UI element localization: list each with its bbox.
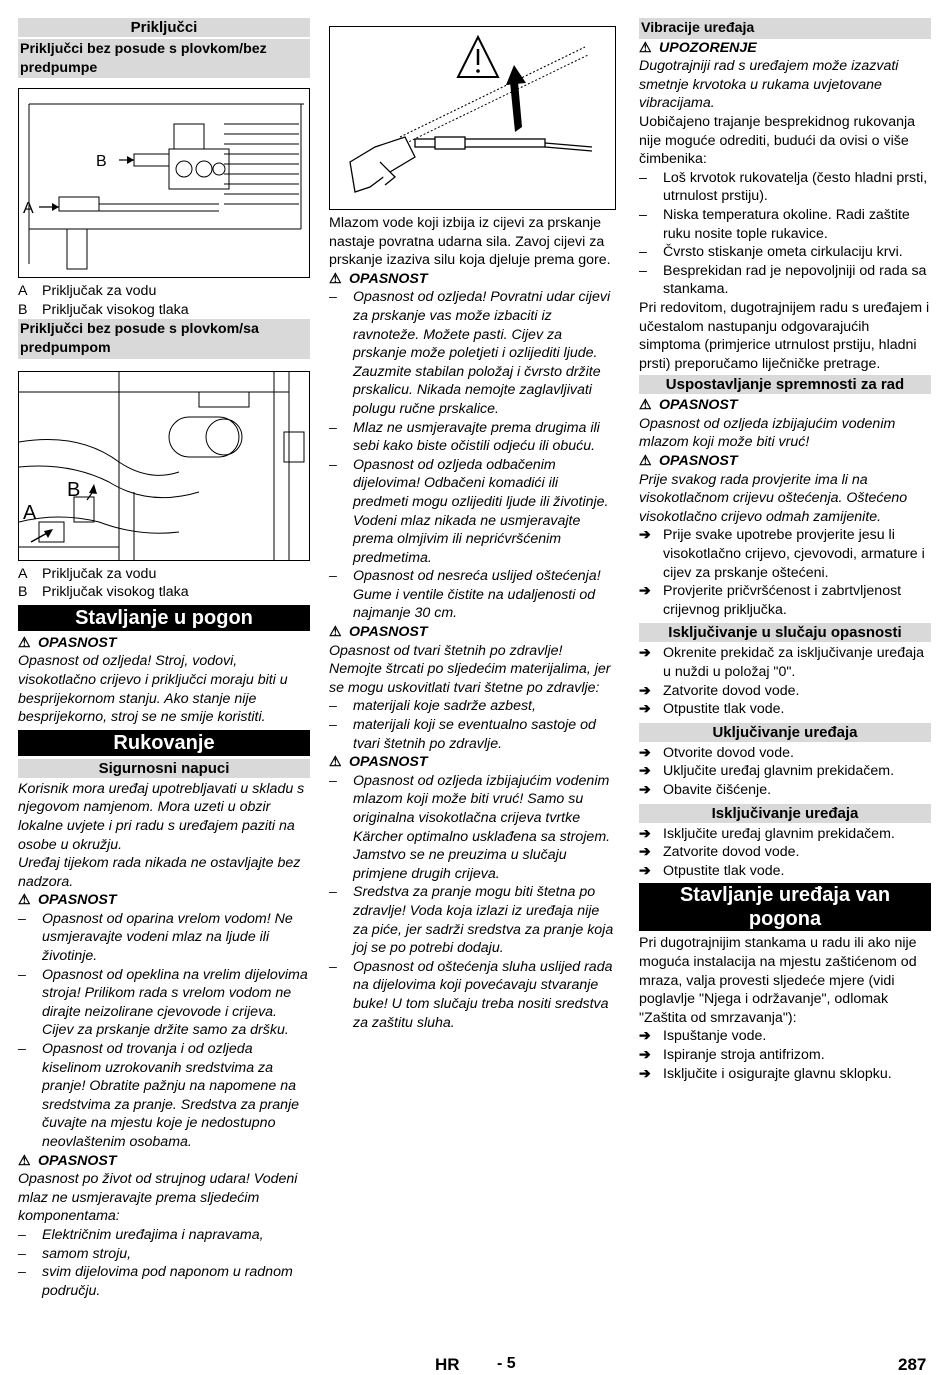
list-item: – samom stroju,	[18, 1245, 310, 1264]
list-item: ➔ Otvorite dovod vode.	[639, 744, 931, 763]
list-item: – Mlaz ne usmjeravajte prema drugima ili sebi kako biste očistili odjeću ili obuću.	[329, 419, 616, 456]
fig1-label-b: B	[96, 153, 107, 171]
list-iskljucivanje-opasnost	[639, 644, 931, 718]
list-item: ➔ Uključite uređaj glavnim prekidačem.	[639, 762, 931, 781]
warning-label: ⚠ OPASNOST	[18, 1152, 117, 1169]
legend-item: A Priključak za vodu	[18, 565, 157, 582]
list-item: – materijali koje sadrže azbest,	[329, 697, 616, 716]
list-item: – Opasnost od ozljeda odbačenim dijelovima! Odbačeni komadići ili predmeti mogu ozlijediti ljude ili životinje. Vodeni mlaz nikada ne usmjeravajte prema olmjivim ili neprićvršćenim predmetima.	[329, 456, 616, 568]
list-item: ➔ Zatvorite dovod vode.	[639, 682, 931, 701]
list-item: – Opasnost od oparina vrelom vodom! Ne usmjeravajte vodeni mlaz na ljude ili životinje.	[18, 910, 310, 966]
list-item: ➔ Isključite i osigurajte glavnu sklopku.	[639, 1065, 931, 1084]
warning-triangle-icon: ⚠	[329, 270, 342, 287]
list-item: – Opasnost od opeklina na vrelim dijelovima stroja! Prilikom rada s vrelom vodom ne dirajte neizolirane cjevovode i crijeva. Cijev za prskanje držite samo za dršku.	[18, 966, 310, 1040]
column-right	[639, 18, 931, 1083]
warning-label: ⚠ OPASNOST	[329, 624, 428, 641]
heading-iskljucivanje: Isključivanje uređaja	[639, 804, 931, 823]
paragraph-strujni: Opasnost po život od strujnog udara! Vodeni mlaz ne usmjeravajte prema sljedećim komponentama:	[18, 1171, 298, 1225]
list-strujni	[18, 1226, 310, 1300]
footer-page-number: 287	[898, 1355, 927, 1374]
warning-label: ⚠ OPASNOST	[329, 270, 428, 287]
warning-triangle-icon: ⚠	[18, 634, 31, 651]
heading-van-pogona: Stavljanje uređaja van pogona	[639, 883, 931, 931]
list-opasnost-1	[18, 910, 310, 1152]
paragraph-vib3: Pri redovitom, dugotrajnijem radu s uređajem i učestalom nastupanju odgovarajućih simptoma (primjerice utrnulost prstiju, hladni prsti) preporučamo liječničke pretrage.	[639, 299, 930, 372]
list-tvari	[329, 697, 616, 753]
list-item: ➔ Okrenite prekidač za isključivanje uređaja u nuždi u položaj "0".	[639, 644, 931, 681]
paragraph-vib1: Dugotrajniji rad s uređajem može izazvati smetnje krvotoka u rukama uvjetovane vibracijama.	[639, 58, 899, 112]
spray-gun-drawing	[330, 27, 615, 209]
warning-triangle-icon: ⚠	[639, 453, 652, 470]
paragraph-tvari: Opasnost od tvari štetnih po zdravlje! Nemojte štrcati po sljedećim materijalima, jer se mogu uskovitlati tvari štetne po zdravlje:	[329, 642, 611, 696]
fig1-label-a: A	[23, 200, 34, 218]
list-ukljucivanje	[639, 744, 931, 800]
list-item: ➔ Obavite čišćenje.	[639, 781, 931, 800]
column-left	[18, 18, 310, 1300]
heading-iskljucivanje-opasnost: Isključivanje u slučaju opasnosti	[639, 623, 931, 642]
figure-spray-gun	[329, 26, 616, 210]
warning-label: ⚠ OPASNOST	[18, 634, 117, 651]
warning-triangle-icon: ⚠	[329, 624, 342, 641]
list-vibracije	[639, 169, 931, 299]
column-middle	[329, 26, 616, 1032]
list-item: – svim dijelovima pod naponom u radnom području.	[18, 1263, 310, 1300]
warning-label: ⚠ OPASNOST	[639, 397, 738, 414]
paragraph-van-pogona: Pri dugotrajnijim stankama u radu ili ako nije moguća instalacija na mjestu zaštićenom od mraza, valja provesti sljedeće mjere (vidi poglavlje "Njega i održavanje", odlomak "Zaštita od smrzavanja"):	[639, 935, 917, 1026]
list-item: ➔ Provjerite pričvršćenost i zabrtvljenost crijevnog priključka.	[639, 582, 931, 619]
list-item: – Čvrsto stiskanje ometa cirkulaciju krvi.	[639, 243, 931, 262]
list-item: ➔ Otpustite tlak vode.	[639, 700, 931, 719]
paragraph-vib2: Uobičajeno trajanje besprekidnog rukovanja nije moguće odrediti, budući da ovisi o više čimbenika:	[639, 113, 916, 168]
list-item: – Besprekidan rad je nepovoljniji od rada sa stankama.	[639, 262, 931, 299]
list-item: – Sredstva za pranje mogu biti štetna po zdravlje! Voda koja izlazi iz uređaja nije za piće, jer sadrži sredstva za pranje koja joj se po potrebi dodaju.	[329, 883, 616, 957]
legend-item: A Priključak za vodu	[18, 283, 157, 300]
list-van-pogona	[639, 1027, 931, 1083]
list-item: ➔ Ispuštanje vode.	[639, 1027, 931, 1046]
heading-stavljanje-u-pogon: Stavljanje u pogon	[18, 605, 310, 631]
warning-label: ⚠ UPOZORENJE	[639, 39, 757, 56]
list-opasnost-b	[329, 772, 616, 1032]
list-item: – Opasnost od ozljeda! Povratni udar cijevi za prskanje vas može izbaciti iz ravnoteže. Možete pasti. Cijev za prskanje može poletjeti i ozlijediti ljude. Zauzmite stabilan položaj i čvrsto držite prskalicu. Nikada nemojte zaglavljivati polugu ručne prskalice.	[329, 288, 616, 418]
fig2-label-b: B	[67, 478, 81, 501]
heading-rukovanje: Rukovanje	[18, 730, 310, 756]
list-item: ➔ Otpustite tlak vode.	[639, 862, 931, 881]
legend-item: B Priključak visokog tlaka	[18, 301, 189, 318]
heading-prikljucci-sa-predpumpom: Priključci bez posude s plovkom/sa predpumpom	[18, 319, 310, 358]
heading-prikljucci-bez-predpumpe: Priključci bez posude s plovkom/bez predpumpe	[18, 39, 310, 78]
list-item: – Opasnost od nesreća uslijed oštećenja! Gume i ventile čistite na udaljenosti od najmanje 30 cm.	[329, 567, 616, 623]
list-opasnost-a	[329, 288, 616, 623]
paragraph-stavljanje: Opasnost od ozljeda! Stroj, vodovi, visokotlačno crijevo i priključci moraju biti u besprijekornom stanju. Ako stanje nije besprijekorno, stroj se ne smije koristiti.	[18, 653, 288, 726]
warning-label: ⚠ OPASNOST	[639, 453, 738, 470]
legend-2	[18, 565, 310, 602]
list-item: – Opasnost od oštećenja sluha uslijed rada na dijelovima koji povećavaju stvaranje buke! U tom slučaju treba nositi sredstva za zaštitu sluha.	[329, 958, 616, 1032]
fig2-label-a: A	[23, 501, 37, 524]
list-spremnost	[639, 526, 931, 619]
list-item: – Električnim uređajima i napravama,	[18, 1226, 310, 1245]
warning-triangle-icon: ⚠	[18, 1152, 31, 1169]
heading-sigurnosni-napuci: Sigurnosni napuci	[18, 759, 310, 778]
list-item: ➔ Prije svake upotrebe provjerite jesu li visokotlačno crijevo, cjevovodi, armature i cijev za prskanje oštećeni.	[639, 526, 931, 582]
list-iskljucivanje	[639, 825, 931, 881]
warning-triangle-icon: ⚠	[329, 754, 342, 771]
paragraph-mlaz: Mlazom vode koji izbija iz cijevi za prskanje nastaje povratna udarna sila. Zavoj cijevi za prskanje izaziva silu koja djeluje prema gore.	[329, 215, 611, 269]
list-item: – Niska temperatura okoline. Radi zaštite ruku nosite tople rukavice.	[639, 206, 931, 243]
footer-language: HR	[435, 1355, 460, 1374]
footer-section: - 5	[497, 1355, 516, 1372]
list-item: – Opasnost od trovanja i od ozljeda kiselinom uzrokovanih sredstvima za pranje! Obratite pažnju na napomene na sredstvima za pranje. Sredstva za pranje čuvajte na mjestu koje je nedostupno neovlaštenim osobama.	[18, 1040, 310, 1152]
figure-connections-1	[18, 88, 310, 278]
heading-spremnost: Uspostavljanje spremnosti za rad	[639, 375, 931, 394]
warning-label: ⚠ OPASNOST	[18, 892, 117, 909]
list-item: – Opasnost od ozljeda izbijajućim vodenim mlazom koji može biti vruć! Samo su originalna visokotlačna crijeva tvrtke Kärcher optimalno usklađena sa strojem. Jamstvo se ne preuzima u slučaju primjene drugih crijeva.	[329, 772, 616, 884]
list-item: – Loš krvotok rukovatelja (često hladni prsti, utrnulost prstiju).	[639, 169, 931, 206]
pump-drawing-1	[19, 89, 309, 277]
paragraph-tijekom: Uređaj tijekom rada nikada ne ostavljajte bez nadzora.	[18, 855, 301, 890]
pump-drawing-2	[19, 372, 309, 560]
legend-item: B Priključak visokog tlaka	[18, 584, 189, 601]
figure-connections-2	[18, 371, 310, 561]
warning-triangle-icon: ⚠	[639, 39, 652, 56]
legend-1	[18, 282, 310, 319]
list-item: ➔ Ispiranje stroja antifrizom.	[639, 1046, 931, 1065]
heading-vibracije: Vibracije uređaja	[639, 18, 931, 39]
paragraph-sp1: Opasnost od ozljeda izbijajućim vodenim mlazom koji može biti vruć!	[639, 415, 896, 451]
heading-prikljucci: Priključci	[18, 18, 310, 37]
warning-triangle-icon: ⚠	[639, 397, 652, 414]
list-item: ➔ Zatvorite dovod vode.	[639, 843, 931, 862]
heading-ukljucivanje: Uključivanje uređaja	[639, 723, 931, 742]
list-item: ➔ Isključite uređaj glavnim prekidačem.	[639, 825, 931, 844]
warning-triangle-icon: ⚠	[18, 892, 31, 909]
list-item: – materijali koji se eventualno sastoje od tvari štetnih po zdravlje.	[329, 716, 616, 753]
warning-label: ⚠ OPASNOST	[329, 754, 428, 771]
paragraph-korisnik: Korisnik mora uređaj upotrebljavati u skladu s njegovom namjenom. Mora uzeti u obzir lokalne uvjete i pri radu s uređajem paziti na osobe u okružju.	[18, 780, 305, 853]
paragraph-sp2: Prije svakog rada provjerite ima li na visokotlačnom crijevu oštećenja. Oštećeno visokotlačno crijevo odmah zamijenite.	[639, 471, 908, 525]
